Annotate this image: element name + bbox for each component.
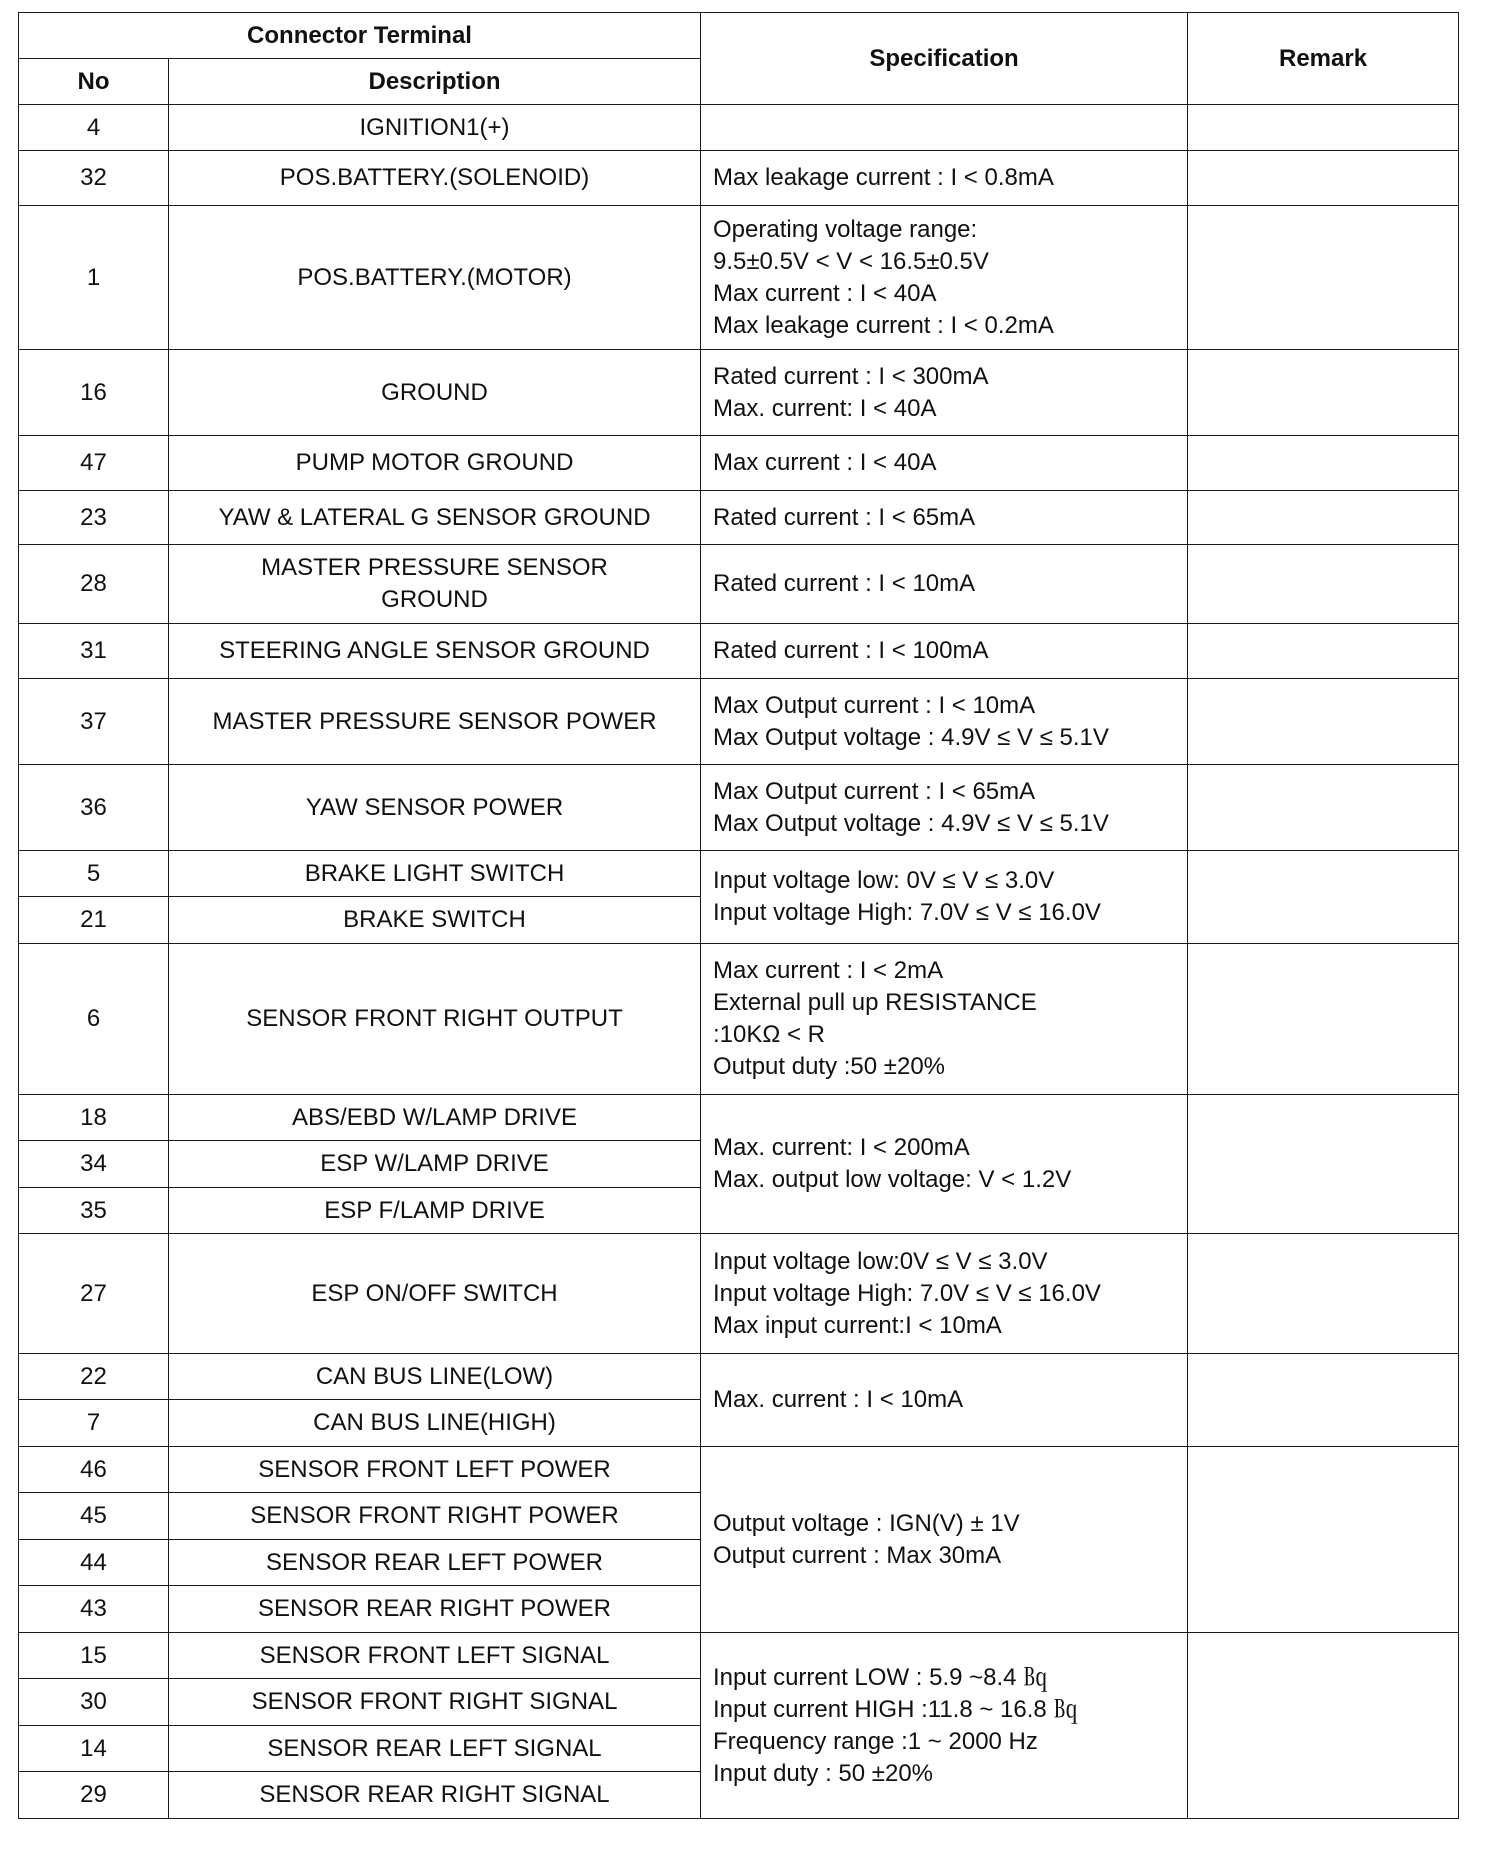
terminal-description: [169, 1540, 701, 1586]
description-line: CAN BUS LINE(LOW): [315, 1362, 554, 1390]
description-line: BRAKE LIGHT SWITCH: [304, 859, 565, 887]
table-row: [19, 851, 1459, 897]
terminal-description: [169, 1447, 701, 1493]
remark-cell: [1188, 1633, 1459, 1819]
description-line: SENSOR REAR LEFT POWER: [266, 1548, 603, 1576]
terminal-description: [169, 1772, 701, 1819]
description-line: YAW & LATERAL G SENSOR GROUND: [218, 503, 651, 531]
description-line: POS.BATTERY.(SOLENOID): [279, 164, 590, 191]
specification-cell: [701, 1234, 1188, 1354]
description-line: PUMP MOTOR GROUND: [295, 449, 574, 476]
specification-line: Rated current : I < 100mA: [713, 637, 989, 664]
terminal-description: [169, 679, 701, 765]
specification-line: Max. current : I < 10mA: [713, 1386, 964, 1413]
terminal-description: [169, 1633, 701, 1679]
remark-cell: [1188, 206, 1459, 350]
remark-cell: [1188, 491, 1459, 545]
description-line: CAN BUS LINE(HIGH): [313, 1409, 556, 1436]
terminal-no: 4: [19, 105, 169, 151]
terminal-no: 22: [19, 1354, 169, 1400]
description-line: BRAKE SWITCH: [343, 906, 526, 933]
terminal-description: [169, 897, 701, 944]
specification-line: Rated current : I < 300mA: [713, 362, 989, 390]
specification-line: Rated current : I < 10mA: [713, 570, 976, 597]
specification-cell: [701, 679, 1188, 765]
remark-cell: [1188, 151, 1459, 206]
specification-cell: [701, 350, 1188, 436]
specification-cell: [701, 1447, 1188, 1633]
header-no: No: [19, 59, 169, 105]
table-row: [19, 765, 1459, 851]
specification-line: Max input current:I < 10mA: [713, 1311, 1002, 1339]
specification-line: Output current : Max 30mA: [713, 1541, 1002, 1569]
connector-terminal-table: [18, 12, 1459, 1819]
specification-line: Output voltage : IGN(V) ± 1V: [713, 1509, 1020, 1537]
description-line: GROUND: [381, 378, 488, 406]
table-row: [19, 151, 1459, 206]
terminal-no: 37: [19, 679, 169, 765]
description-line: SENSOR FRONT RIGHT POWER: [250, 1502, 619, 1529]
terminal-description: [169, 1400, 701, 1447]
header-specification: Specification: [701, 13, 1188, 105]
specification-line: Max. current: I < 40A: [713, 394, 937, 422]
specification-cell: [701, 1633, 1188, 1819]
terminal-description: [169, 1141, 701, 1188]
terminal-description: [169, 350, 701, 436]
specification-cell: [701, 944, 1188, 1095]
terminal-no: 18: [19, 1095, 169, 1141]
remark-cell: [1188, 765, 1459, 851]
specification-line: External pull up RESISTANCE: [713, 989, 1037, 1016]
remark-cell: [1188, 944, 1459, 1095]
specification-line: Rated current : I < 65mA: [713, 503, 976, 531]
remark-cell: [1188, 1354, 1459, 1447]
terminal-no: 23: [19, 491, 169, 545]
description-line: STEERING ANGLE SENSOR GROUND: [219, 637, 650, 664]
description-line: ESP W/LAMP DRIVE: [320, 1150, 549, 1177]
specification-cell: [701, 545, 1188, 624]
specification-line: Input voltage High: 7.0V ≤ V ≤ 16.0V: [713, 899, 1101, 926]
description-line: SENSOR FRONT LEFT SIGNAL: [259, 1641, 610, 1669]
specification-line: Max Output current : I < 65mA: [713, 777, 1036, 805]
specification-cell: [701, 436, 1188, 491]
description-line: SENSOR FRONT RIGHT OUTPUT: [246, 1005, 623, 1032]
terminal-no: 16: [19, 350, 169, 436]
remark-cell: [1188, 105, 1459, 151]
specification-line: Input duty : 50 ±20%: [713, 1759, 933, 1787]
description-line: POS.BATTERY.(MOTOR): [297, 263, 572, 291]
terminal-description: [169, 1095, 701, 1141]
table-row: [19, 1633, 1459, 1679]
table-row: [19, 679, 1459, 765]
terminal-no: 5: [19, 851, 169, 897]
terminal-no: 44: [19, 1540, 169, 1586]
specification-line: Max current : I < 40A: [713, 279, 937, 307]
specification-line: Max current : I < 2mA: [713, 957, 944, 984]
terminal-no: 31: [19, 624, 169, 679]
specification-line: Input current LOW : 5.9 ~8.4 ㏃: [713, 1663, 1048, 1691]
terminal-no: 7: [19, 1400, 169, 1447]
terminal-description: [169, 545, 701, 624]
terminal-description: [169, 624, 701, 679]
description-line: SENSOR REAR LEFT SIGNAL: [267, 1734, 602, 1762]
table-row: [19, 1354, 1459, 1400]
table-row: [19, 350, 1459, 436]
specification-line: Input current HIGH :11.8 ~ 16.8 ㏃: [713, 1695, 1078, 1723]
specification-line: Operating voltage range:: [713, 215, 978, 243]
specification-cell: [701, 1354, 1188, 1447]
header-description: Description: [169, 59, 701, 105]
terminal-description: [169, 436, 701, 491]
description-line: ABS/EBD W/LAMP DRIVE: [292, 1103, 577, 1131]
remark-cell: [1188, 350, 1459, 436]
terminal-no: 47: [19, 436, 169, 491]
terminal-no: 30: [19, 1679, 169, 1726]
terminal-no: 32: [19, 151, 169, 206]
description-line: MASTER PRESSURE SENSOR: [261, 554, 608, 581]
terminal-no: 27: [19, 1234, 169, 1354]
terminal-no: 29: [19, 1772, 169, 1819]
remark-cell: [1188, 1234, 1459, 1354]
terminal-description: [169, 1354, 701, 1400]
terminal-no: 45: [19, 1493, 169, 1540]
specification-line: Output duty :50 ±20%: [713, 1053, 945, 1080]
remark-cell: [1188, 436, 1459, 491]
description-line: SENSOR REAR RIGHT POWER: [258, 1595, 611, 1622]
terminal-description: [169, 1493, 701, 1540]
remark-cell: [1188, 624, 1459, 679]
terminal-no: 46: [19, 1447, 169, 1493]
table-row: [19, 1447, 1459, 1493]
terminal-no: 34: [19, 1141, 169, 1188]
terminal-description: [169, 851, 701, 897]
specification-line: Max Output voltage : 4.9V ≤ V ≤ 5.1V: [713, 723, 1109, 751]
terminal-description: [169, 151, 701, 206]
description-line: IGNITION1(+): [359, 113, 510, 141]
terminal-no: 6: [19, 944, 169, 1095]
table-row: [19, 105, 1459, 151]
terminal-no: 35: [19, 1188, 169, 1234]
header-connector-terminal: Connector Terminal: [19, 13, 701, 59]
specification-line: Input voltage low:0V ≤ V ≤ 3.0V: [713, 1247, 1048, 1275]
remark-cell: [1188, 1095, 1459, 1234]
terminal-description: [169, 1726, 701, 1772]
table-row: [19, 436, 1459, 491]
terminal-description: [169, 944, 701, 1095]
remark-cell: [1188, 545, 1459, 624]
specification-cell: [701, 105, 1188, 151]
terminal-no: 36: [19, 765, 169, 851]
table-row: [19, 545, 1459, 624]
specification-line: Max. output low voltage: V < 1.2V: [713, 1166, 1072, 1193]
description-line: SENSOR REAR RIGHT SIGNAL: [259, 1781, 610, 1808]
description-line: SENSOR FRONT RIGHT SIGNAL: [251, 1688, 618, 1715]
terminal-no: 28: [19, 545, 169, 624]
terminal-description: [169, 1188, 701, 1234]
specification-cell: [701, 151, 1188, 206]
specification-line: Input voltage High: 7.0V ≤ V ≤ 16.0V: [713, 1279, 1101, 1307]
table-row: [19, 1234, 1459, 1354]
terminal-no: 14: [19, 1726, 169, 1772]
terminal-description: [169, 1234, 701, 1354]
remark-cell: [1188, 851, 1459, 944]
specification-line: 9.5±0.5V < V < 16.5±0.5V: [713, 247, 989, 275]
table-body: [19, 105, 1459, 1819]
connector-spec-sheet: [18, 12, 1459, 1819]
terminal-description: [169, 765, 701, 851]
description-line: ESP ON/OFF SWITCH: [311, 1279, 558, 1307]
specification-cell: [701, 491, 1188, 545]
description-line: GROUND: [381, 586, 488, 613]
specification-cell: [701, 1095, 1188, 1234]
specification-line: Max current : I < 40A: [713, 449, 937, 476]
terminal-no: 21: [19, 897, 169, 944]
specification-line: Max leakage current : I < 0.8mA: [713, 164, 1054, 191]
specification-line: Max Output voltage : 4.9V ≤ V ≤ 5.1V: [713, 809, 1109, 837]
specification-cell: [701, 624, 1188, 679]
terminal-description: [169, 1679, 701, 1726]
table-row: [19, 206, 1459, 350]
remark-cell: [1188, 679, 1459, 765]
terminal-no: 1: [19, 206, 169, 350]
specification-line: Max Output current : I < 10mA: [713, 691, 1036, 719]
specification-cell: [701, 765, 1188, 851]
specification-line: Frequency range :1 ~ 2000 Hz: [713, 1727, 1038, 1755]
description-line: ESP F/LAMP DRIVE: [324, 1196, 545, 1224]
terminal-description: [169, 491, 701, 545]
table-row: [19, 1095, 1459, 1141]
specification-line: Input voltage low: 0V ≤ V ≤ 3.0V: [713, 867, 1055, 894]
terminal-description: [169, 105, 701, 151]
remark-cell: [1188, 1447, 1459, 1633]
description-line: MASTER PRESSURE SENSOR POWER: [212, 707, 657, 735]
description-line: SENSOR FRONT LEFT POWER: [258, 1455, 611, 1483]
description-line: YAW SENSOR POWER: [305, 793, 564, 821]
specification-line: :10KΩ < R: [713, 1021, 826, 1048]
table-row: [19, 491, 1459, 545]
table-row: [19, 944, 1459, 1095]
terminal-no: 43: [19, 1586, 169, 1633]
terminal-no: 15: [19, 1633, 169, 1679]
specification-line: Max leakage current : I < 0.2mA: [713, 311, 1054, 339]
terminal-description: [169, 206, 701, 350]
specification-cell: [701, 206, 1188, 350]
specification-line: Max. current: I < 200mA: [713, 1134, 970, 1161]
header-remark: Remark: [1188, 13, 1459, 105]
table-row: [19, 624, 1459, 679]
specification-cell: [701, 851, 1188, 944]
terminal-description: [169, 1586, 701, 1633]
